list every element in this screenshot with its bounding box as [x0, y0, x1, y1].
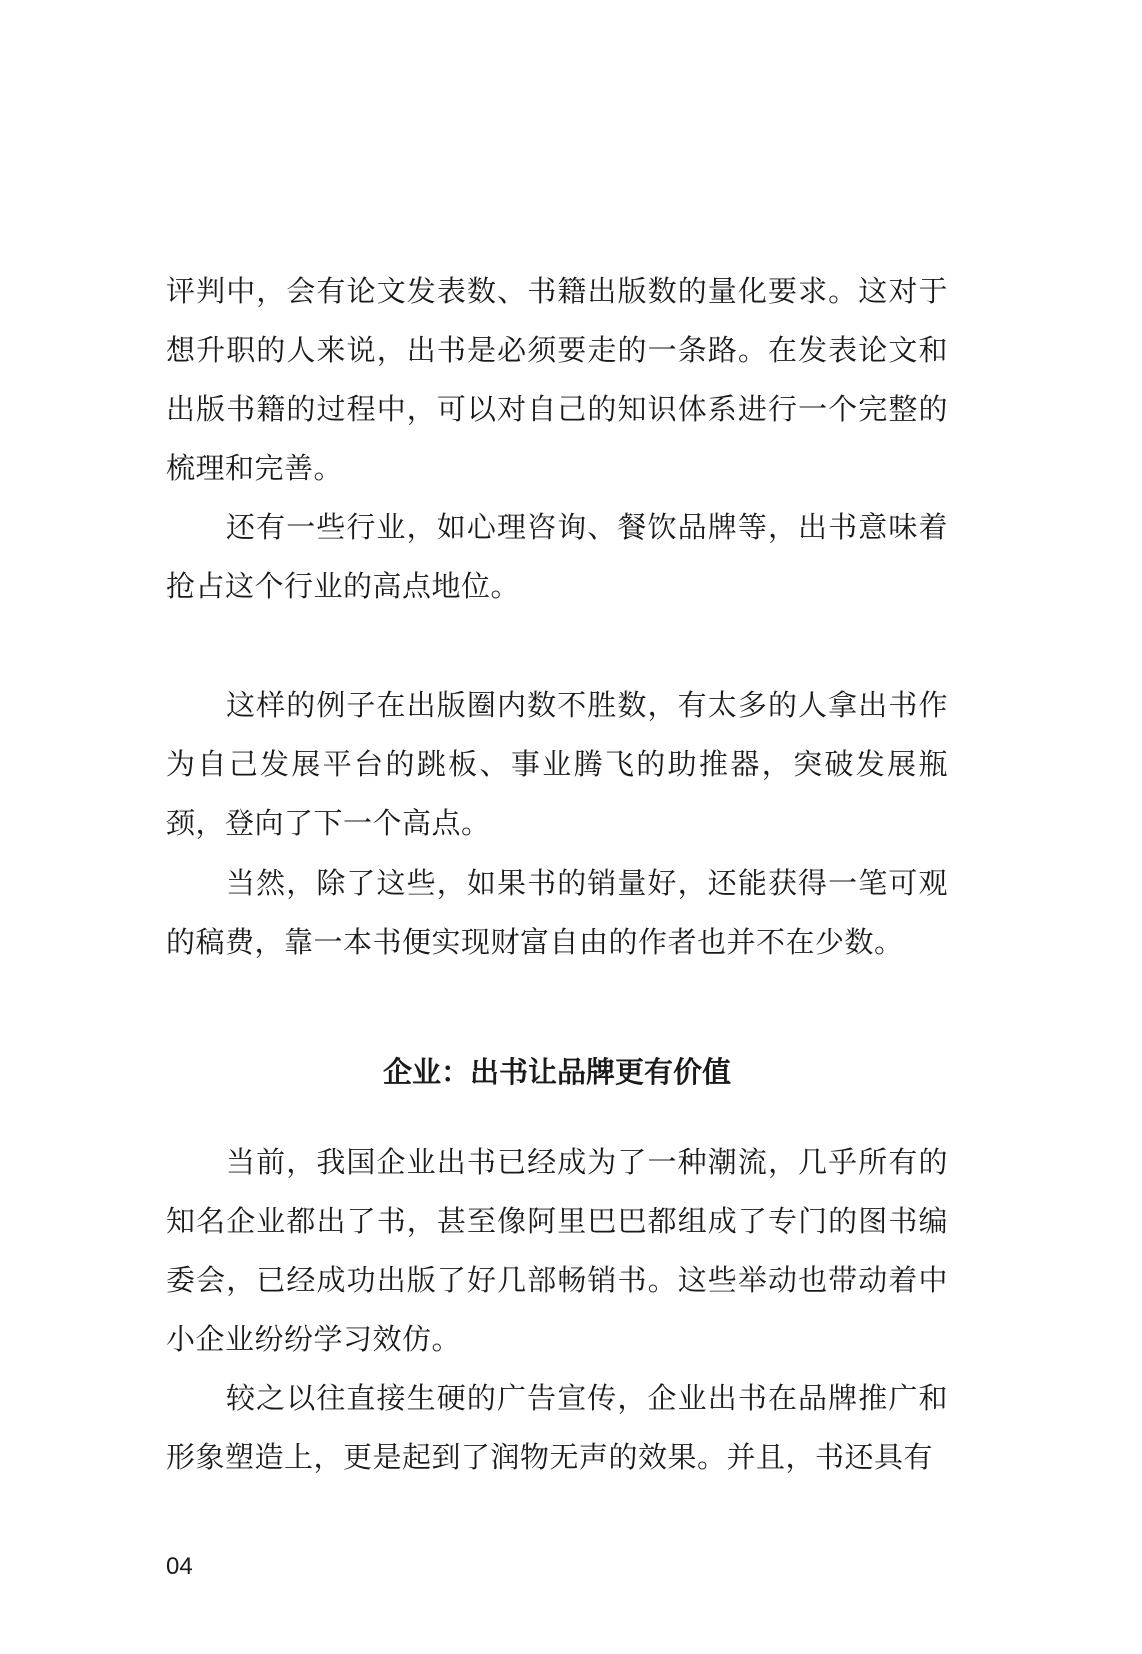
page-number: 04	[166, 1553, 193, 1580]
paragraph-3: 这样的例子在出版圈内数不胜数，有太多的人拿出书作为自己发展平台的跳板、事业腾飞的助推器，突破发展瓶颈，登向了下一个高点。	[166, 688, 948, 840]
paragraph-2: 还有一些行业，如心理咨询、餐饮品牌等，出书意味着抢占这个行业的高点地位。	[166, 510, 948, 603]
paragraph-5: 当前，我国企业出书已经成为了一种潮流，几乎所有的知名企业都出了书，甚至像阿里巴巴都组成了专门的图书编委会，已经成功出版了好几部畅销书。这些举动也带动着中小企业纷纷学习效仿。	[166, 1145, 948, 1356]
paragraph-4: 当然，除了这些，如果书的销量好，还能获得一笔可观的稿费，靠一本书便实现财富自由的作者也并不在少数。	[166, 866, 948, 959]
paragraph-1: 评判中，会有论文发表数、书籍出版数的量化要求。这对于想升职的人来说，出书是必须要走的一条路。在发表论文和出版书籍的过程中，可以对自己的知识体系进行一个完整的梳理和完善。	[166, 274, 948, 485]
paragraph-6: 较之以往直接生硬的广告宣传，企业出书在品牌推广和形象塑造上，更是起到了润物无声的效果。并且，书还具有	[166, 1381, 948, 1474]
section-heading: 企业：出书让品牌更有价值	[382, 1055, 731, 1089]
